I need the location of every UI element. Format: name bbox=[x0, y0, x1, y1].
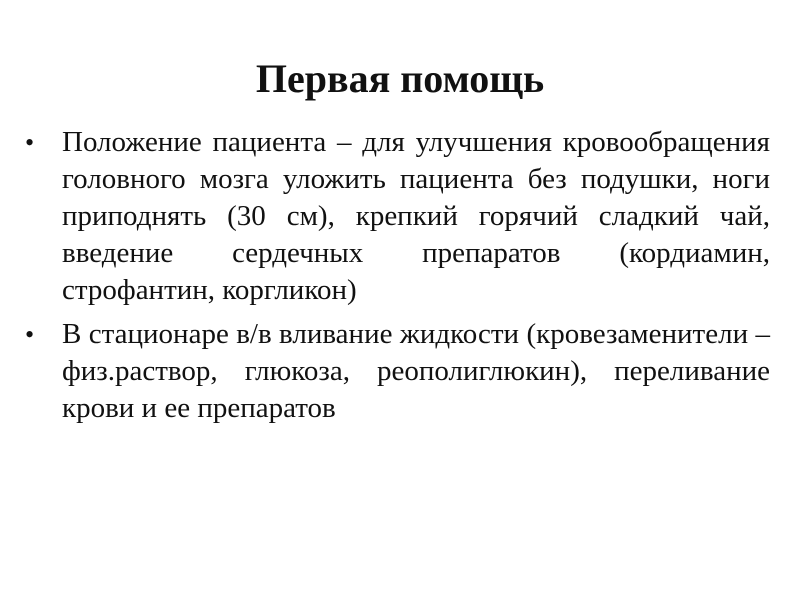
slide-title: Первая помощь bbox=[255, 56, 545, 101]
bullet-item-hospital-treatment bbox=[25, 316, 770, 427]
bullet-text: В стационаре в/в вливание жидкости (кровезаменители – физ.раствор, глюкоза, реополиглюкин), переливание крови и ее препаратов bbox=[62, 318, 770, 424]
bullet-dot-icon: • bbox=[25, 128, 35, 157]
bullet-item-first-aid-position bbox=[25, 124, 770, 309]
bullet-list bbox=[25, 124, 770, 434]
bullet-text: Положение пациента – для улучшения кровообращения головного мозга уложить пациента без подушки, ноги приподнять (30 см), крепкий горячий сладкий чай, введение сердечных препаратов (кордиамин, строфантин, коргликон) bbox=[62, 126, 770, 306]
bullet-dot-icon: • bbox=[25, 320, 35, 349]
